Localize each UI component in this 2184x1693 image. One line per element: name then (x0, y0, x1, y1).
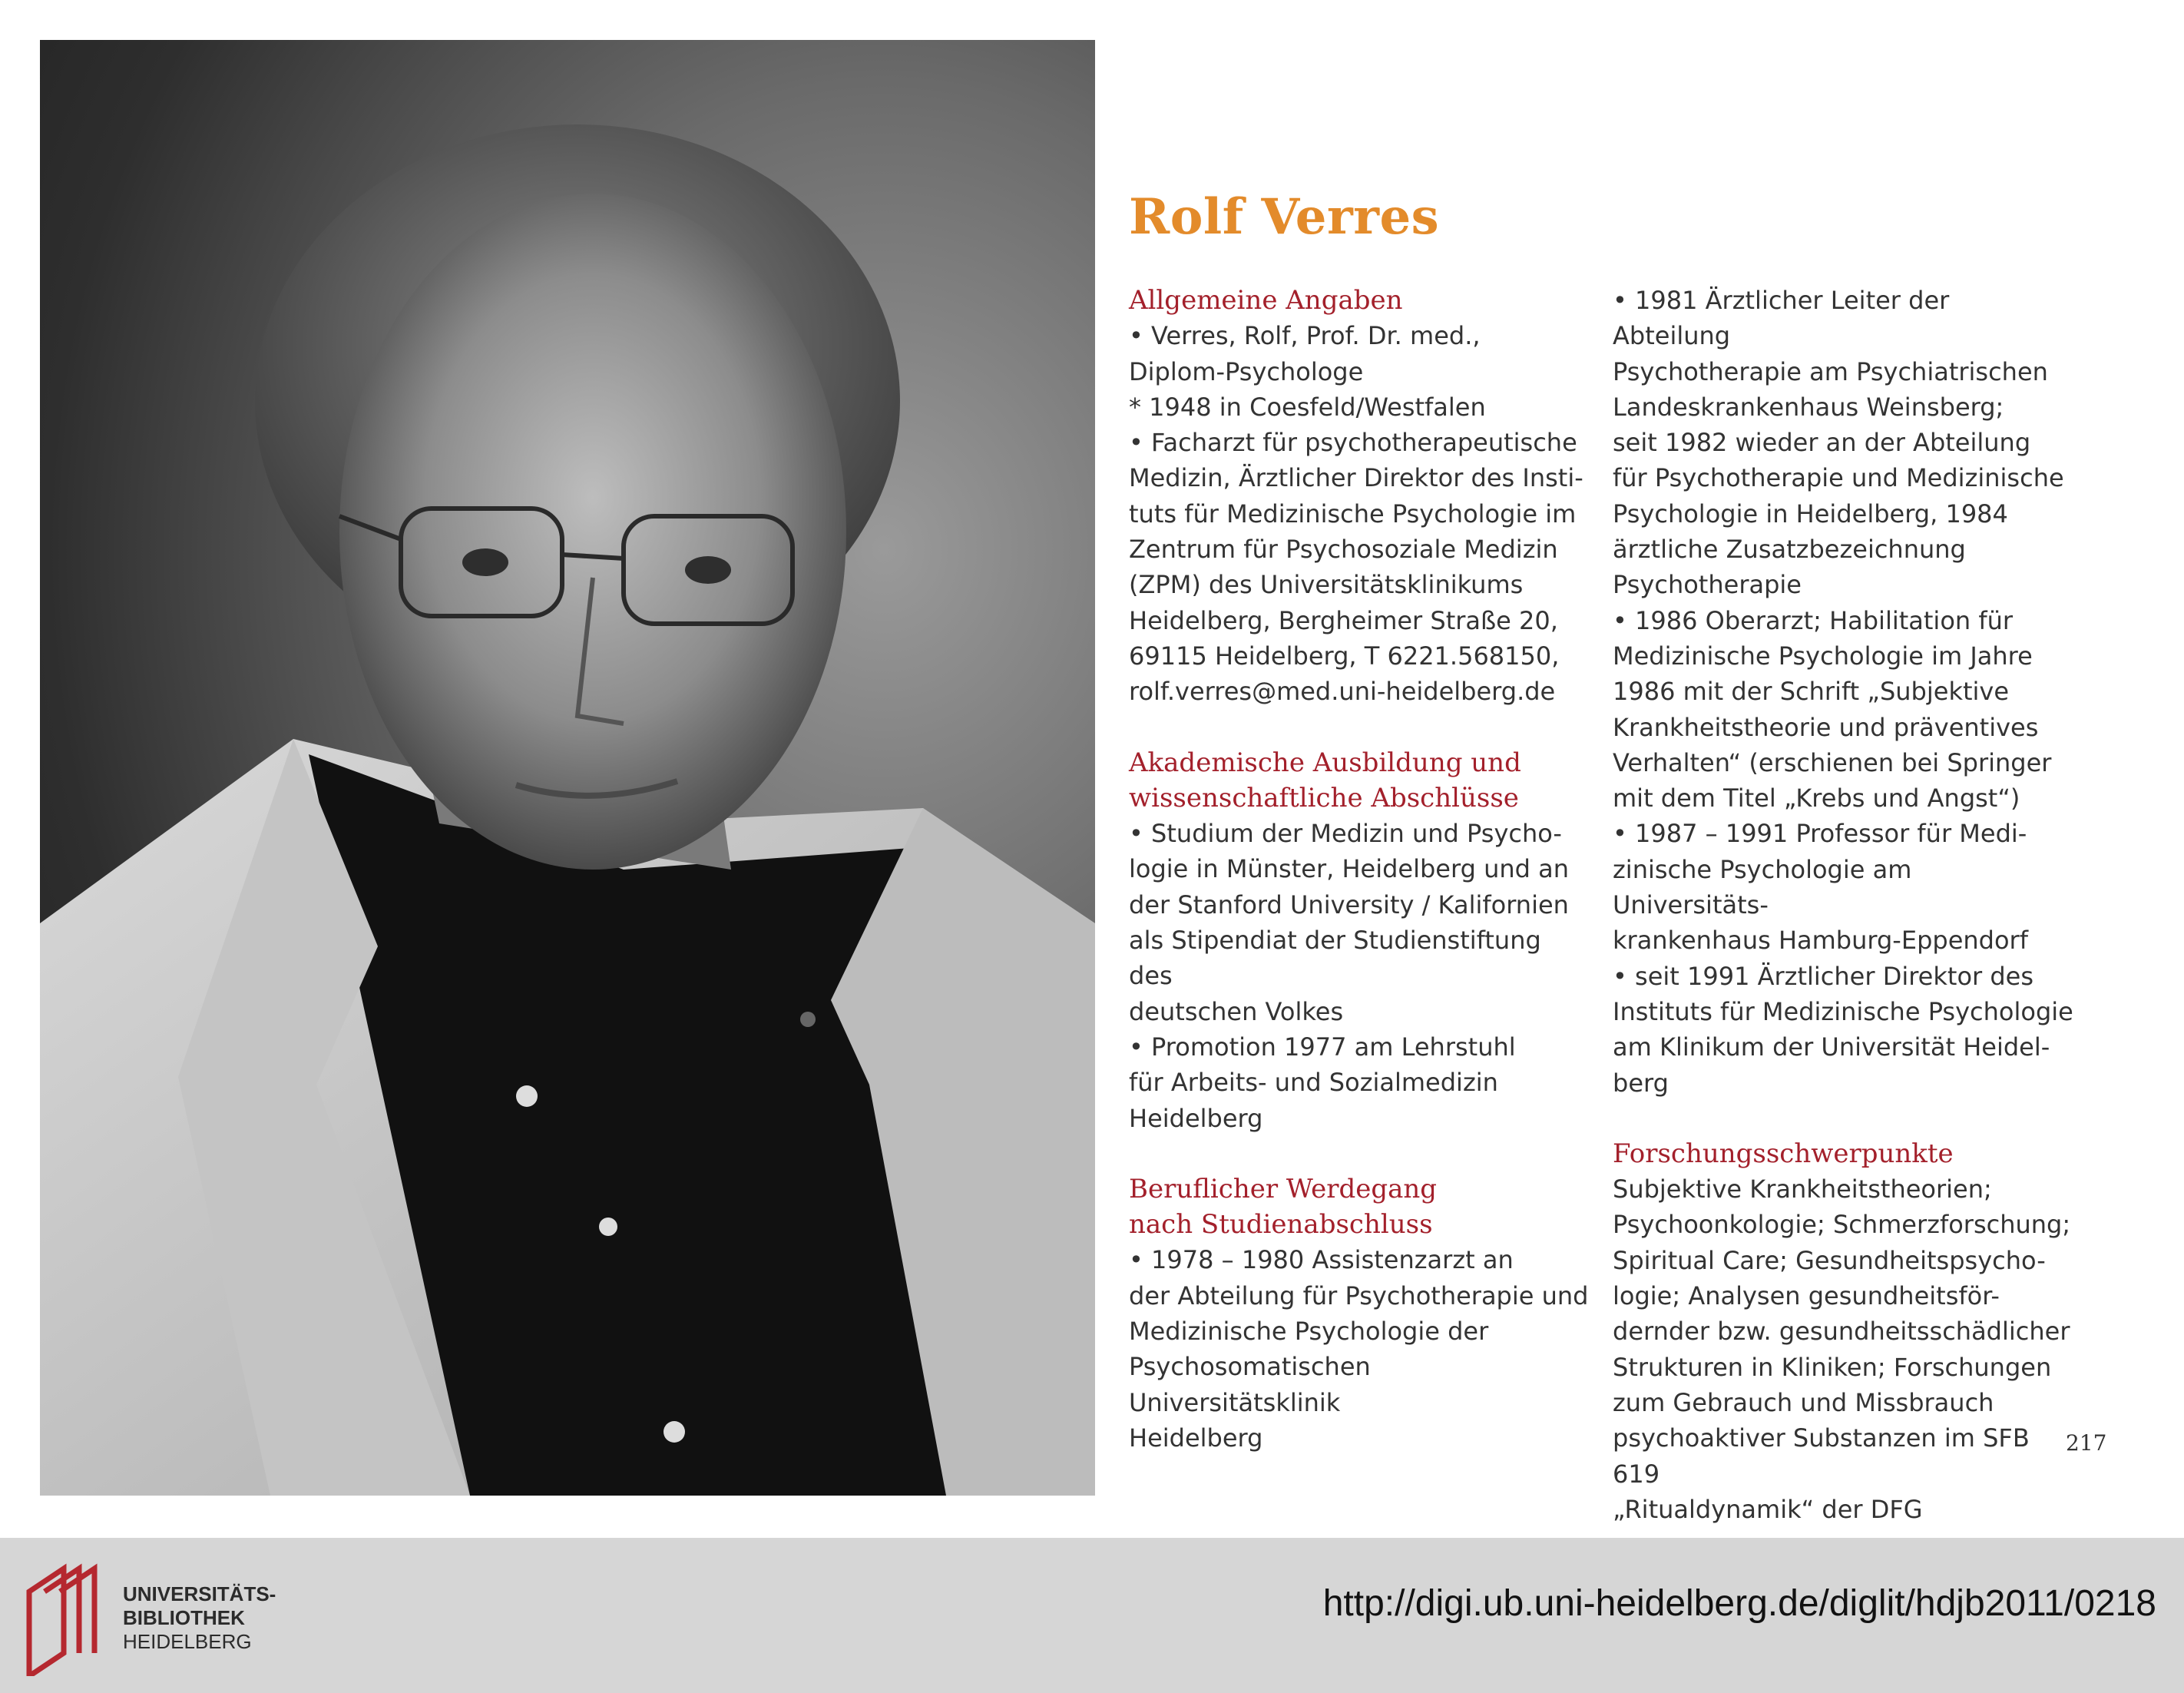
page-number: 217 (2066, 1430, 2107, 1456)
section-text: • Studium der Medizin und Psycho- logie in Münster, Heidelberg und an der Stanford University / Kalifornien als Stipendiat der Studienstiftung des deutschen Volkes • Promotion 1977 am Lehrstuhl für Arbeits- und Sozialmedizin Heidelberg (1129, 819, 1569, 1133)
section-title: Forschungsschwerpunkte (1613, 1138, 1954, 1169)
source-url-link[interactable]: http://digi.ub.uni-heidelberg.de/diglit/hdjb2011/0218 (1322, 1583, 2156, 1624)
section-text: Subjektive Krankheitstheorien; Psychoonkologie; Schmerzforschung; Spiritual Care; Gesundheitspsycho- logie; Analysen gesundheitsför- dernder bzw. gesundheitsschädlicher Strukturen in Kliniken; Forschungen zum Gebrauch und Missbrauch psychoaktiver Substanzen im SFB 619 „Ritualdynamik“ der DFG (1613, 1174, 2071, 1524)
library-logo-icon (22, 1561, 110, 1676)
library-name (123, 1582, 276, 1654)
section-title: Beruflicher Werdegang (1129, 1173, 1438, 1204)
library-name-line: BIBLIOTHEK (123, 1606, 245, 1629)
library-footer (0, 1538, 2184, 1693)
portrait-photo (40, 40, 1095, 1496)
section-text: • Verres, Rolf, Prof. Dr. med., Diplom-Psychologe * 1948 in Coesfeld/Westfalen • Facharzt für psychotherapeutische Medizin, Ärztlicher Direktor des Insti- tuts für Medizinische Psychologie im Zentrum für Psychosoziale Medizin (ZPM) des Universitätsklinikums Heidelberg, Bergheimer Straße 20, 69115 Heidelberg, T 6221.568150, rolf.verres@med.uni-heidelberg.de (1129, 321, 1583, 707)
section-title: Akademische Ausbildung und (1129, 747, 1521, 778)
section-title: wissenschaftliche Abschlüsse (1129, 782, 1519, 813)
library-name-line: HEIDELBERG (123, 1630, 252, 1653)
section-text: • 1978 – 1980 Assistenzarzt an der Abteilung für Psychotherapie und Medizinische Psychologie der Psychosomatischen Universitätsklinik Heidelberg (1129, 1245, 1589, 1453)
section-title: nach Studienabschluss (1129, 1209, 1433, 1241)
section-title: Allgemeine Angaben (1129, 285, 1403, 316)
left-column (1129, 283, 1590, 1456)
library-name-line: UNIVERSITÄTS- (123, 1582, 276, 1605)
portrait-icon (40, 40, 1095, 1496)
right-column (1613, 283, 2073, 1527)
person-name-heading: Rolf Verres (1129, 188, 1440, 246)
section-text: • 1981 Ärztlicher Leiter der Abteilung Psychotherapie am Psychiatrischen Landeskrankenhaus Weinsberg; seit 1982 wieder an der Abteilung für Psychotherapie und Medizinische Psychologie in Heidelberg, 1984 ärztliche Zusatzbezeichnung Psychotherapie • 1986 Oberarzt; Habilitation für Medizinische Psychologie im Jahre 1986 mit der Schrift „Subjektive Krankheitstheorie und präventives Verhalten“ (erschienen bei Springer mit dem Titel „Krebs und Angst“) • 1987 – 1991 Professor für Medi- zinische Psychologie am Universitäts- krankenhaus Hamburg-Eppendorf • seit 1991 Ärztlicher Direktor des Instituts für Medizinische Psychologie am Klinikum der Universität Heidel- berg (1613, 286, 2073, 1098)
